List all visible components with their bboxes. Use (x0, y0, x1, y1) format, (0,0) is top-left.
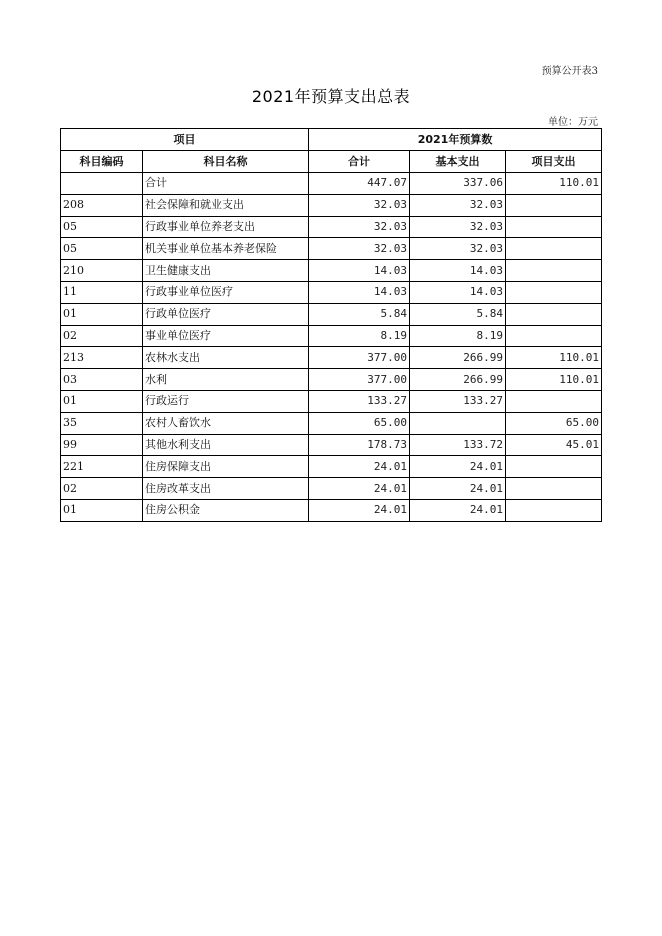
cell-total: 14.03 (309, 260, 410, 282)
group-header-row (61, 129, 602, 151)
table-row (61, 281, 602, 303)
cell-name: 农林水支出 (143, 347, 309, 369)
cell-code: 02 (61, 325, 143, 347)
cell-project (506, 478, 602, 500)
cell-code: 11 (61, 281, 143, 303)
cell-total: 8.19 (309, 325, 410, 347)
header-code: 科目编码 (61, 151, 143, 173)
cell-code: 35 (61, 412, 143, 434)
table-row (61, 434, 602, 456)
table-row (61, 347, 602, 369)
form-number: 预算公开表3 (541, 66, 598, 77)
table-row (61, 325, 602, 347)
cell-basic: 14.03 (410, 260, 506, 282)
cell-code: 213 (61, 347, 143, 369)
cell-name: 机关事业单位基本养老保险 (143, 238, 309, 260)
table-row (61, 173, 602, 195)
table-row (61, 412, 602, 434)
cell-name: 住房改革支出 (143, 478, 309, 500)
cell-project (506, 325, 602, 347)
table-row (61, 499, 602, 521)
cell-name: 水利 (143, 369, 309, 391)
cell-total: 32.03 (309, 238, 410, 260)
cell-name: 行政单位医疗 (143, 303, 309, 325)
cell-name: 住房保障支出 (143, 456, 309, 478)
table-row (61, 303, 602, 325)
cell-basic: 266.99 (410, 369, 506, 391)
header-project: 项目支出 (506, 151, 602, 173)
header-name: 科目名称 (143, 151, 309, 173)
cell-name: 行政事业单位养老支出 (143, 216, 309, 238)
header-budget-year-group: 2021年预算数 (309, 129, 602, 151)
table-row (61, 369, 602, 391)
cell-basic: 14.03 (410, 281, 506, 303)
cell-basic: 32.03 (410, 194, 506, 216)
page-title: 2021年预算支出总表 (251, 87, 411, 106)
cell-code: 210 (61, 260, 143, 282)
cell-code: 05 (61, 216, 143, 238)
cell-project (506, 303, 602, 325)
table-row (61, 478, 602, 500)
cell-project (506, 194, 602, 216)
cell-basic: 133.27 (410, 390, 506, 412)
cell-project: 45.01 (506, 434, 602, 456)
cell-project (506, 456, 602, 478)
cell-total: 133.27 (309, 390, 410, 412)
cell-project: 110.01 (506, 173, 602, 195)
cell-total: 14.03 (309, 281, 410, 303)
cell-name: 社会保障和就业支出 (143, 194, 309, 216)
cell-project (506, 238, 602, 260)
cell-name: 其他水利支出 (143, 434, 309, 456)
cell-project (506, 499, 602, 521)
budget-expenditure-table (60, 128, 602, 522)
cell-name: 住房公积金 (143, 499, 309, 521)
unit-label: 单位：万元 (548, 117, 598, 128)
cell-total: 447.07 (309, 173, 410, 195)
cell-name: 农村人畜饮水 (143, 412, 309, 434)
cell-total: 24.01 (309, 478, 410, 500)
cell-basic (410, 412, 506, 434)
table-row (61, 216, 602, 238)
cell-basic: 337.06 (410, 173, 506, 195)
cell-name: 合计 (143, 173, 309, 195)
table-row (61, 238, 602, 260)
cell-code (61, 173, 143, 195)
cell-project: 110.01 (506, 369, 602, 391)
cell-project (506, 281, 602, 303)
cell-total: 5.84 (309, 303, 410, 325)
header-total: 合计 (309, 151, 410, 173)
cell-project (506, 260, 602, 282)
cell-total: 24.01 (309, 499, 410, 521)
table-row (61, 260, 602, 282)
cell-basic: 24.01 (410, 478, 506, 500)
cell-code: 01 (61, 303, 143, 325)
cell-basic: 32.03 (410, 238, 506, 260)
cell-code: 01 (61, 390, 143, 412)
cell-code: 221 (61, 456, 143, 478)
cell-basic: 133.72 (410, 434, 506, 456)
cell-total: 178.73 (309, 434, 410, 456)
table-row (61, 390, 602, 412)
cell-basic: 266.99 (410, 347, 506, 369)
header-basic: 基本支出 (410, 151, 506, 173)
cell-project (506, 216, 602, 238)
cell-basic: 5.84 (410, 303, 506, 325)
cell-code: 03 (61, 369, 143, 391)
table-row (61, 194, 602, 216)
cell-total: 24.01 (309, 456, 410, 478)
header-item-group: 项目 (61, 129, 309, 151)
cell-basic: 24.01 (410, 456, 506, 478)
cell-project (506, 390, 602, 412)
cell-total: 32.03 (309, 194, 410, 216)
cell-project: 110.01 (506, 347, 602, 369)
cell-code: 208 (61, 194, 143, 216)
cell-name: 事业单位医疗 (143, 325, 309, 347)
table-row (61, 456, 602, 478)
cell-name: 卫生健康支出 (143, 260, 309, 282)
cell-basic: 32.03 (410, 216, 506, 238)
cell-total: 377.00 (309, 347, 410, 369)
table-body (61, 173, 602, 522)
cell-name: 行政运行 (143, 390, 309, 412)
cell-basic: 24.01 (410, 499, 506, 521)
cell-project: 65.00 (506, 412, 602, 434)
cell-total: 377.00 (309, 369, 410, 391)
cell-name: 行政事业单位医疗 (143, 281, 309, 303)
cell-total: 32.03 (309, 216, 410, 238)
cell-code: 02 (61, 478, 143, 500)
cell-code: 01 (61, 499, 143, 521)
cell-code: 05 (61, 238, 143, 260)
cell-total: 65.00 (309, 412, 410, 434)
cell-basic: 8.19 (410, 325, 506, 347)
cell-code: 99 (61, 434, 143, 456)
column-header-row (61, 151, 602, 173)
